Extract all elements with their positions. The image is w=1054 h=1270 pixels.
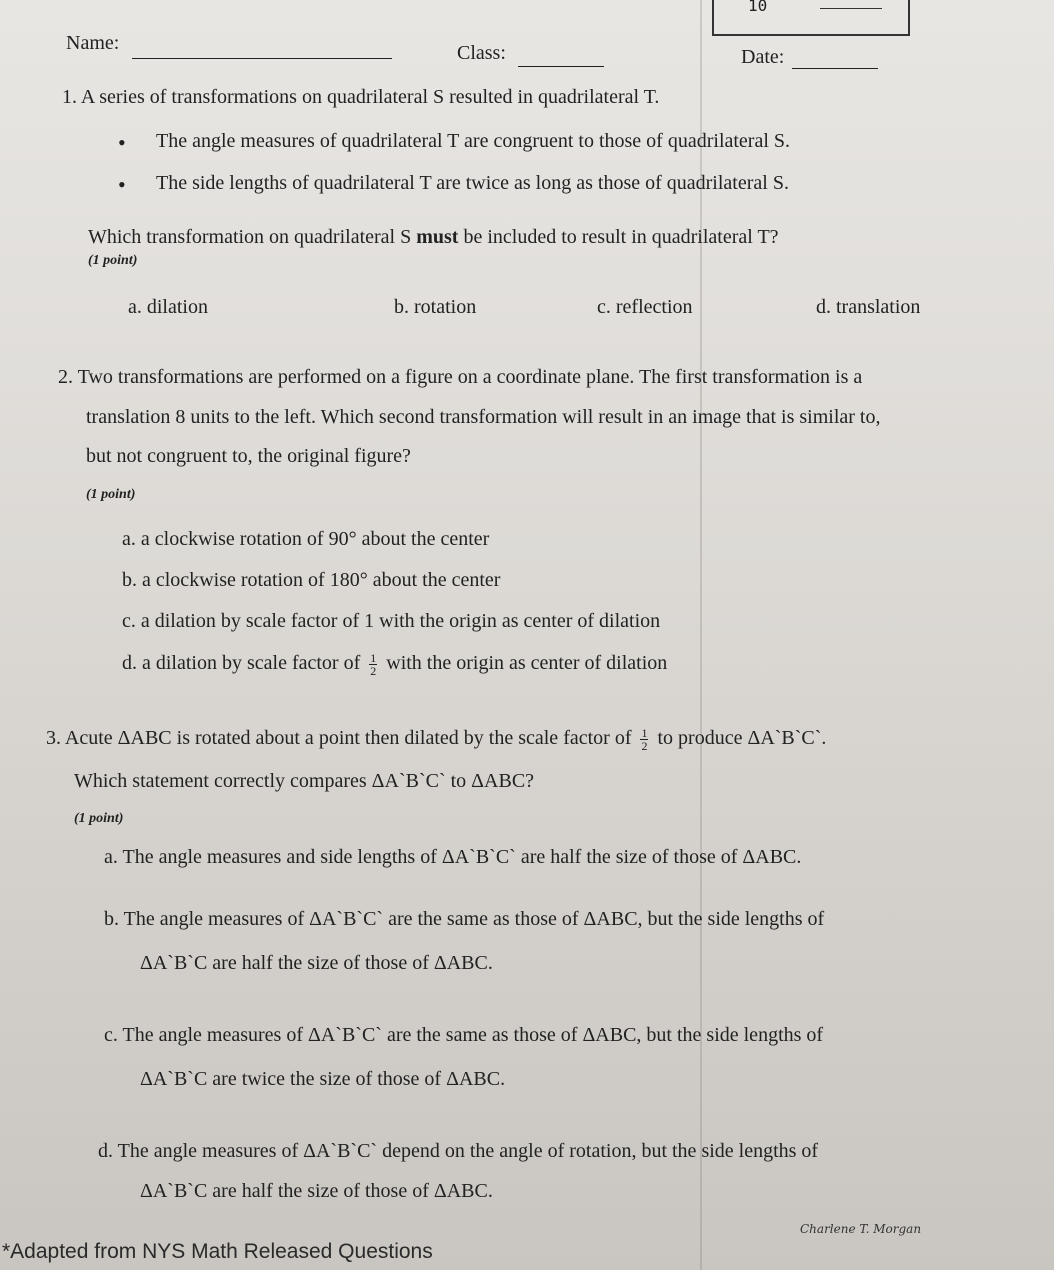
class-label: Class: — [457, 42, 506, 64]
name-label: Name: — [66, 32, 120, 54]
name-field[interactable] — [132, 40, 392, 59]
score-box — [712, 0, 910, 36]
q2-line-3: but not congruent to, the original figure? — [86, 445, 411, 467]
q1-bullet-1: • The angle measures of quadrilateral T are congruent to those of quadrilateral S. — [156, 130, 790, 153]
q1-prompt: Which transformation on quadrilateral S must be included to result in quadrilateral T? — [88, 226, 779, 248]
q3-fraction: $\frac{1}{2}$ — [641, 726, 648, 753]
q3-line-1: 3. Acute ΔABC is rotated about a point then dilated by the scale factor of $\frac{1}{2}$ to produce ΔA`B`C`. — [46, 726, 827, 753]
q2-fraction: $\frac{1}{2}$ — [370, 651, 377, 678]
q1-bullet-2: • The side lengths of quadrilateral T are twice as long as those of quadrilateral S. — [156, 172, 789, 195]
q3-option-b[interactable]: b. The angle measures of ΔA`B`C` are the same as those of ΔABC, but the side lengths of — [104, 908, 825, 930]
q2-line-1: 2. Two transformations are performed on a figure on a coordinate plane. The first transformation is a — [58, 366, 863, 388]
q2-option-a[interactable]: a. a clockwise rotation of 90° about the center — [122, 528, 490, 550]
score-value: 10 — [748, 0, 768, 15]
q2-points: (1 point) — [86, 487, 136, 502]
class-field[interactable] — [518, 48, 604, 67]
source-note: *Adapted from NYS Math Released Questions — [2, 1240, 433, 1263]
q3-option-c[interactable]: c. The angle measures of ΔA`B`C` are the same as those of ΔABC, but the side lengths of — [104, 1024, 824, 1046]
q3-line-2: Which statement correctly compares ΔA`B`C` to ΔABC? — [74, 770, 535, 792]
author-signature: Charlene T. Morgan — [800, 1222, 922, 1236]
q3-option-d[interactable]: d. The angle measures of ΔA`B`C` depend on the angle of rotation, but the side lengths of — [98, 1140, 819, 1162]
q1-option-d[interactable]: d. translation — [816, 296, 921, 318]
q3-option-c-cont: ΔA`B`C are twice the size of those of ΔABC. — [140, 1068, 506, 1090]
q2-line-2: translation 8 units to the left. Which second transformation will result in an image that is similar to, — [86, 406, 881, 428]
q3-option-d-cont: ΔA`B`C are half the size of those of ΔABC. — [140, 1180, 493, 1202]
q2-option-b[interactable]: b. a clockwise rotation of 180° about the center — [122, 569, 501, 591]
date-label: Date: — [741, 46, 785, 68]
q1-option-c[interactable]: c. reflection — [597, 296, 693, 318]
q1-option-a[interactable]: a. dilation — [128, 296, 208, 318]
q2-option-c[interactable]: c. a dilation by scale factor of 1 with the origin as center of dilation — [122, 610, 661, 632]
q1-stem: 1. A series of transformations on quadrilateral S resulted in quadrilateral T. — [62, 86, 660, 108]
q3-option-a[interactable]: a. The angle measures and side lengths of ΔA`B`C` are half the size of those of ΔABC. — [104, 846, 802, 868]
q3-points: (1 point) — [74, 811, 124, 826]
q3-option-b-cont: ΔA`B`C are half the size of those of ΔABC. — [140, 952, 493, 974]
q2-option-d[interactable]: d. a dilation by scale factor of $\frac{1}{2}$ with the origin as center of dilation — [122, 651, 668, 678]
date-field[interactable] — [792, 50, 878, 69]
q1-option-b[interactable]: b. rotation — [394, 296, 477, 318]
q1-points: (1 point) — [88, 253, 138, 268]
score-line — [820, 8, 882, 9]
